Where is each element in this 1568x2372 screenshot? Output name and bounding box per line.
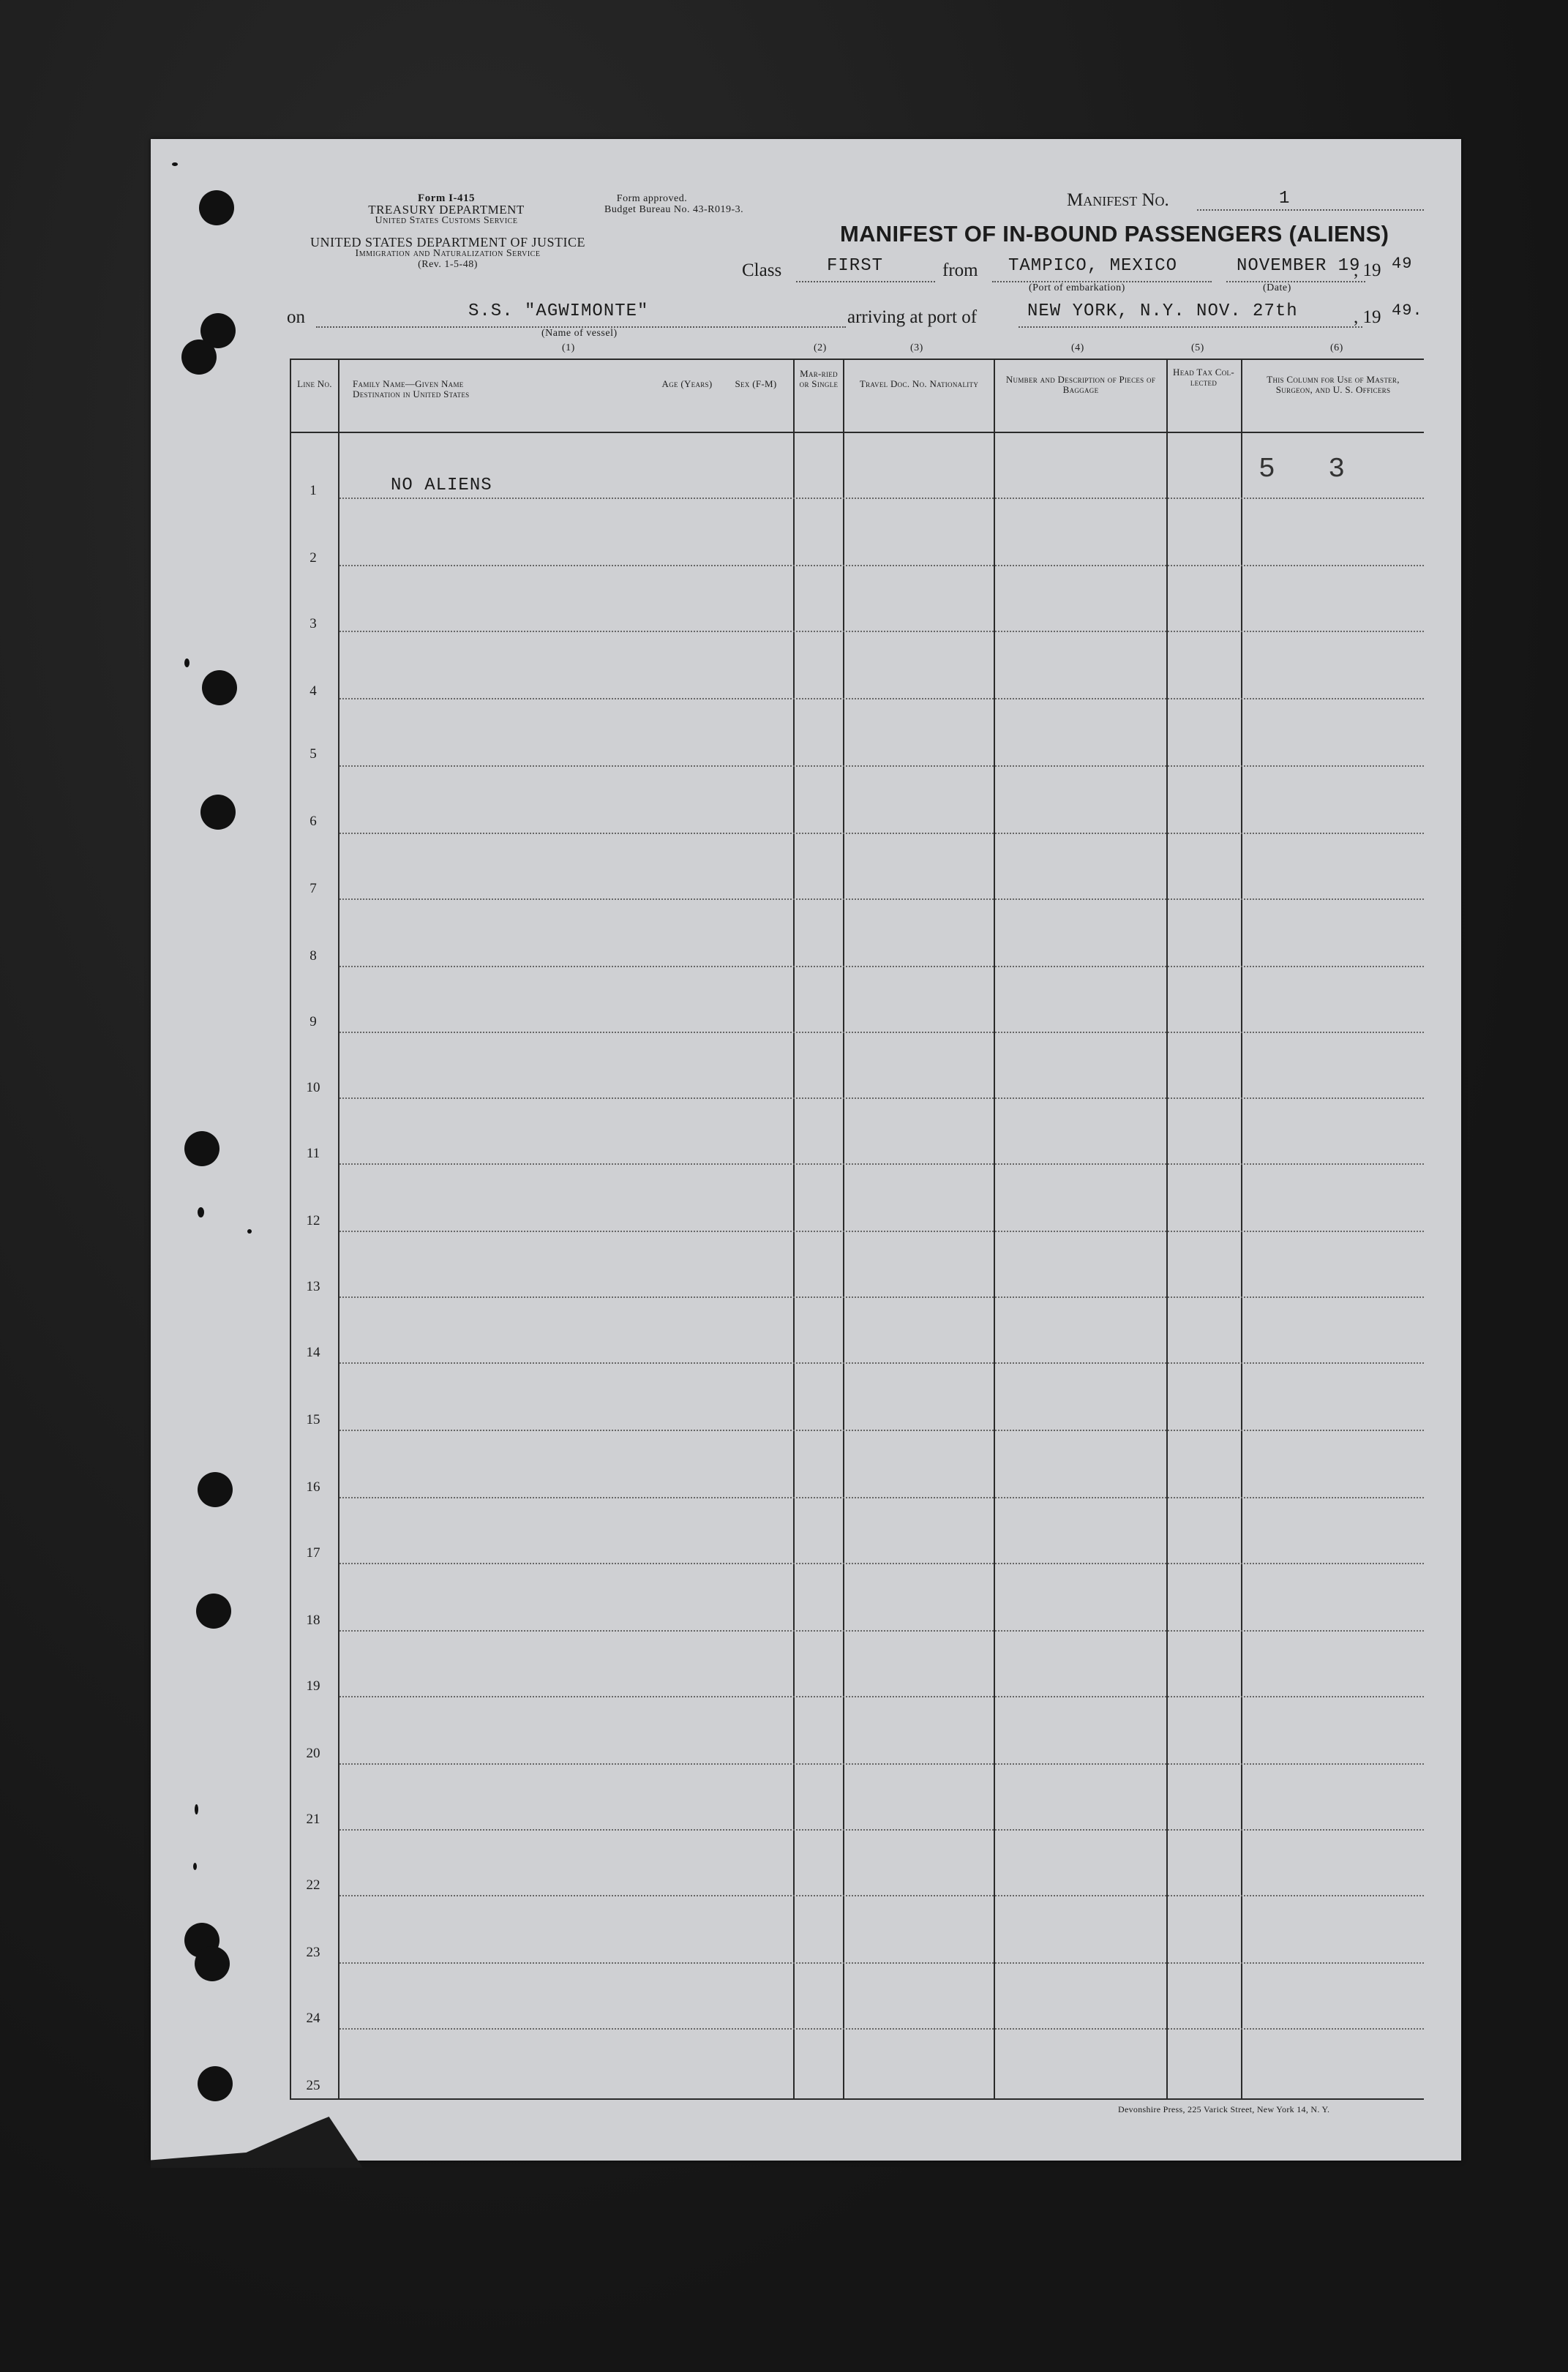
row-line xyxy=(340,565,1424,566)
speck xyxy=(172,162,178,166)
row-line xyxy=(340,765,1424,767)
date-value: NOVEMBER 19 xyxy=(1237,256,1361,276)
form-revision: (Rev. 1-5-48) xyxy=(418,259,478,270)
row-line xyxy=(340,1563,1424,1564)
header-sex: Sex (F-M) xyxy=(735,378,777,389)
customs-service: United States Customs Service xyxy=(375,215,518,226)
row-line xyxy=(340,1630,1424,1632)
header-officers: This Column for Use of Master, Surgeon, and U. S. Officers xyxy=(1267,374,1400,395)
row-line xyxy=(340,1430,1424,1431)
table-top-border xyxy=(290,359,1424,360)
column-number-1: (1) xyxy=(562,342,575,353)
punch-hole xyxy=(181,339,217,375)
row-line xyxy=(340,631,1424,632)
column-number-4: (4) xyxy=(1071,342,1084,353)
row-line xyxy=(340,1829,1424,1831)
row-line xyxy=(340,1696,1424,1697)
immigration-service: Immigration and Naturalization Service xyxy=(355,248,541,259)
arrival-value: NEW YORK, N.Y. NOV. 27th xyxy=(1027,301,1298,321)
header-baggage: Number and Description of Pieces of Baggage xyxy=(1005,374,1156,395)
col-border xyxy=(994,359,995,2100)
header-travel-doc: Travel Doc. No. Nationality xyxy=(859,378,979,389)
manifest-no-value: 1 xyxy=(1279,189,1291,209)
row-line xyxy=(340,966,1424,967)
header-family-name: Family Name—Given Name xyxy=(353,378,464,389)
officer-mark: 5 3 xyxy=(1258,454,1346,485)
table-bottom-border xyxy=(290,2098,1424,2100)
arriving-label: arriving at port of xyxy=(847,307,978,327)
line-number: 23 xyxy=(306,1945,320,1960)
line-number: 17 xyxy=(306,1545,320,1561)
line-number: 7 xyxy=(310,881,317,896)
manifest-no-line xyxy=(1197,209,1424,211)
row-line xyxy=(340,498,1424,499)
justice-block xyxy=(280,237,616,270)
header-bottom-border xyxy=(290,432,1424,433)
header-age: Age (Years) xyxy=(661,378,713,389)
no-aliens-entry: NO ALIENS xyxy=(391,476,492,495)
punch-hole xyxy=(195,1946,230,1981)
line-number: 14 xyxy=(306,1345,320,1360)
column-number-6: (6) xyxy=(1330,342,1343,353)
line-number: 11 xyxy=(306,1146,320,1161)
punch-hole xyxy=(196,1594,231,1629)
approval-block xyxy=(604,193,743,215)
header-married: Mar-ried or Single xyxy=(799,368,839,389)
header-name-destination xyxy=(353,379,469,399)
manifest-no-label: Manifest No. xyxy=(1067,190,1169,210)
treasury-department: TREASURY DEPARTMENT xyxy=(368,203,525,217)
line-number: 24 xyxy=(306,2011,320,2026)
year-prefix-2: , 19 xyxy=(1354,307,1381,327)
punch-hole xyxy=(200,795,236,830)
speck xyxy=(198,1207,204,1217)
line-number: 18 xyxy=(306,1613,320,1628)
line-number: 20 xyxy=(306,1746,320,1761)
row-line xyxy=(340,1362,1424,1364)
header-head-tax: Head Tax Col-lected xyxy=(1173,367,1234,388)
row-line xyxy=(340,2028,1424,2030)
on-label: on xyxy=(287,307,305,327)
column-number-3: (3) xyxy=(910,342,923,353)
date-caption: (Date) xyxy=(1263,282,1291,293)
col-border xyxy=(1241,359,1242,2100)
line-number: 21 xyxy=(306,1812,320,1827)
form-header-left xyxy=(344,193,549,226)
class-value: FIRST xyxy=(827,256,884,276)
row-line xyxy=(340,898,1424,900)
row-line xyxy=(340,833,1424,834)
arrival-line xyxy=(1019,326,1362,328)
header-line-no: Line No. xyxy=(297,378,332,389)
punch-hole xyxy=(198,1472,233,1507)
line-number: 3 xyxy=(310,616,317,631)
header-destination: Destination in United States xyxy=(353,389,470,399)
line-number: 25 xyxy=(306,2078,320,2093)
line-number: 5 xyxy=(310,746,317,762)
class-label: Class xyxy=(742,260,782,280)
row-line xyxy=(340,1163,1424,1165)
form-number: Form I-415 xyxy=(418,192,475,204)
speck xyxy=(195,1804,198,1814)
punch-hole xyxy=(184,1131,220,1166)
year-suffix-2: 49. xyxy=(1392,301,1423,320)
punch-hole xyxy=(198,2066,233,2101)
speck xyxy=(184,658,190,667)
passenger-table xyxy=(290,359,1424,2100)
col-border xyxy=(793,359,795,2100)
justice-department: UNITED STATES DEPARTMENT OF JUSTICE xyxy=(310,235,585,249)
from-value: TAMPICO, MEXICO xyxy=(1008,256,1178,276)
vessel-value: S.S. "AGWIMONTE" xyxy=(468,301,649,321)
year-suffix-1: 49 xyxy=(1392,255,1413,273)
from-label: from xyxy=(942,260,978,280)
line-number: 6 xyxy=(310,814,317,829)
line-number: 22 xyxy=(306,1877,320,1893)
row-line xyxy=(340,1497,1424,1498)
line-number: 8 xyxy=(310,948,317,964)
row-line xyxy=(340,1032,1424,1033)
punch-hole xyxy=(202,670,237,705)
row-line xyxy=(340,698,1424,699)
row-line xyxy=(340,1097,1424,1099)
line-number: 10 xyxy=(306,1080,320,1095)
punch-hole xyxy=(199,190,234,225)
row-line xyxy=(340,1763,1424,1765)
line-number: 12 xyxy=(306,1213,320,1228)
column-number-5: (5) xyxy=(1191,342,1204,353)
vessel-caption: (Name of vessel) xyxy=(541,328,618,339)
year-prefix-1: , 19 xyxy=(1354,260,1381,280)
line-number: 16 xyxy=(306,1479,320,1495)
speck xyxy=(193,1863,197,1870)
row-line xyxy=(340,1231,1424,1232)
printer-credit: Devonshire Press, 225 Varick Street, New York 14, N. Y. xyxy=(1118,2104,1330,2114)
line-number: 19 xyxy=(306,1678,320,1694)
col-border xyxy=(843,359,844,2100)
line-number: 1 xyxy=(310,483,317,498)
row-line xyxy=(340,1895,1424,1896)
col-border xyxy=(1166,359,1168,2100)
date-line xyxy=(1226,281,1365,282)
speck xyxy=(247,1229,252,1234)
line-number: 2 xyxy=(310,550,317,566)
row-line xyxy=(340,1962,1424,1964)
embarkation-caption: (Port of embarkation) xyxy=(1029,282,1125,293)
col-border xyxy=(338,359,340,2100)
manifest-title: MANIFEST OF IN-BOUND PASSENGERS (ALIENS) xyxy=(840,221,1389,247)
line-number: 4 xyxy=(310,683,317,699)
class-line xyxy=(796,281,935,282)
row-line xyxy=(340,1296,1424,1298)
line-number: 9 xyxy=(310,1014,317,1029)
line-number: 13 xyxy=(306,1279,320,1294)
form-approved: Form approved. xyxy=(616,193,688,204)
budget-bureau: Budget Bureau No. 43-R019-3. xyxy=(604,204,744,215)
line-number: 15 xyxy=(306,1412,320,1427)
column-number-2: (2) xyxy=(814,342,827,353)
